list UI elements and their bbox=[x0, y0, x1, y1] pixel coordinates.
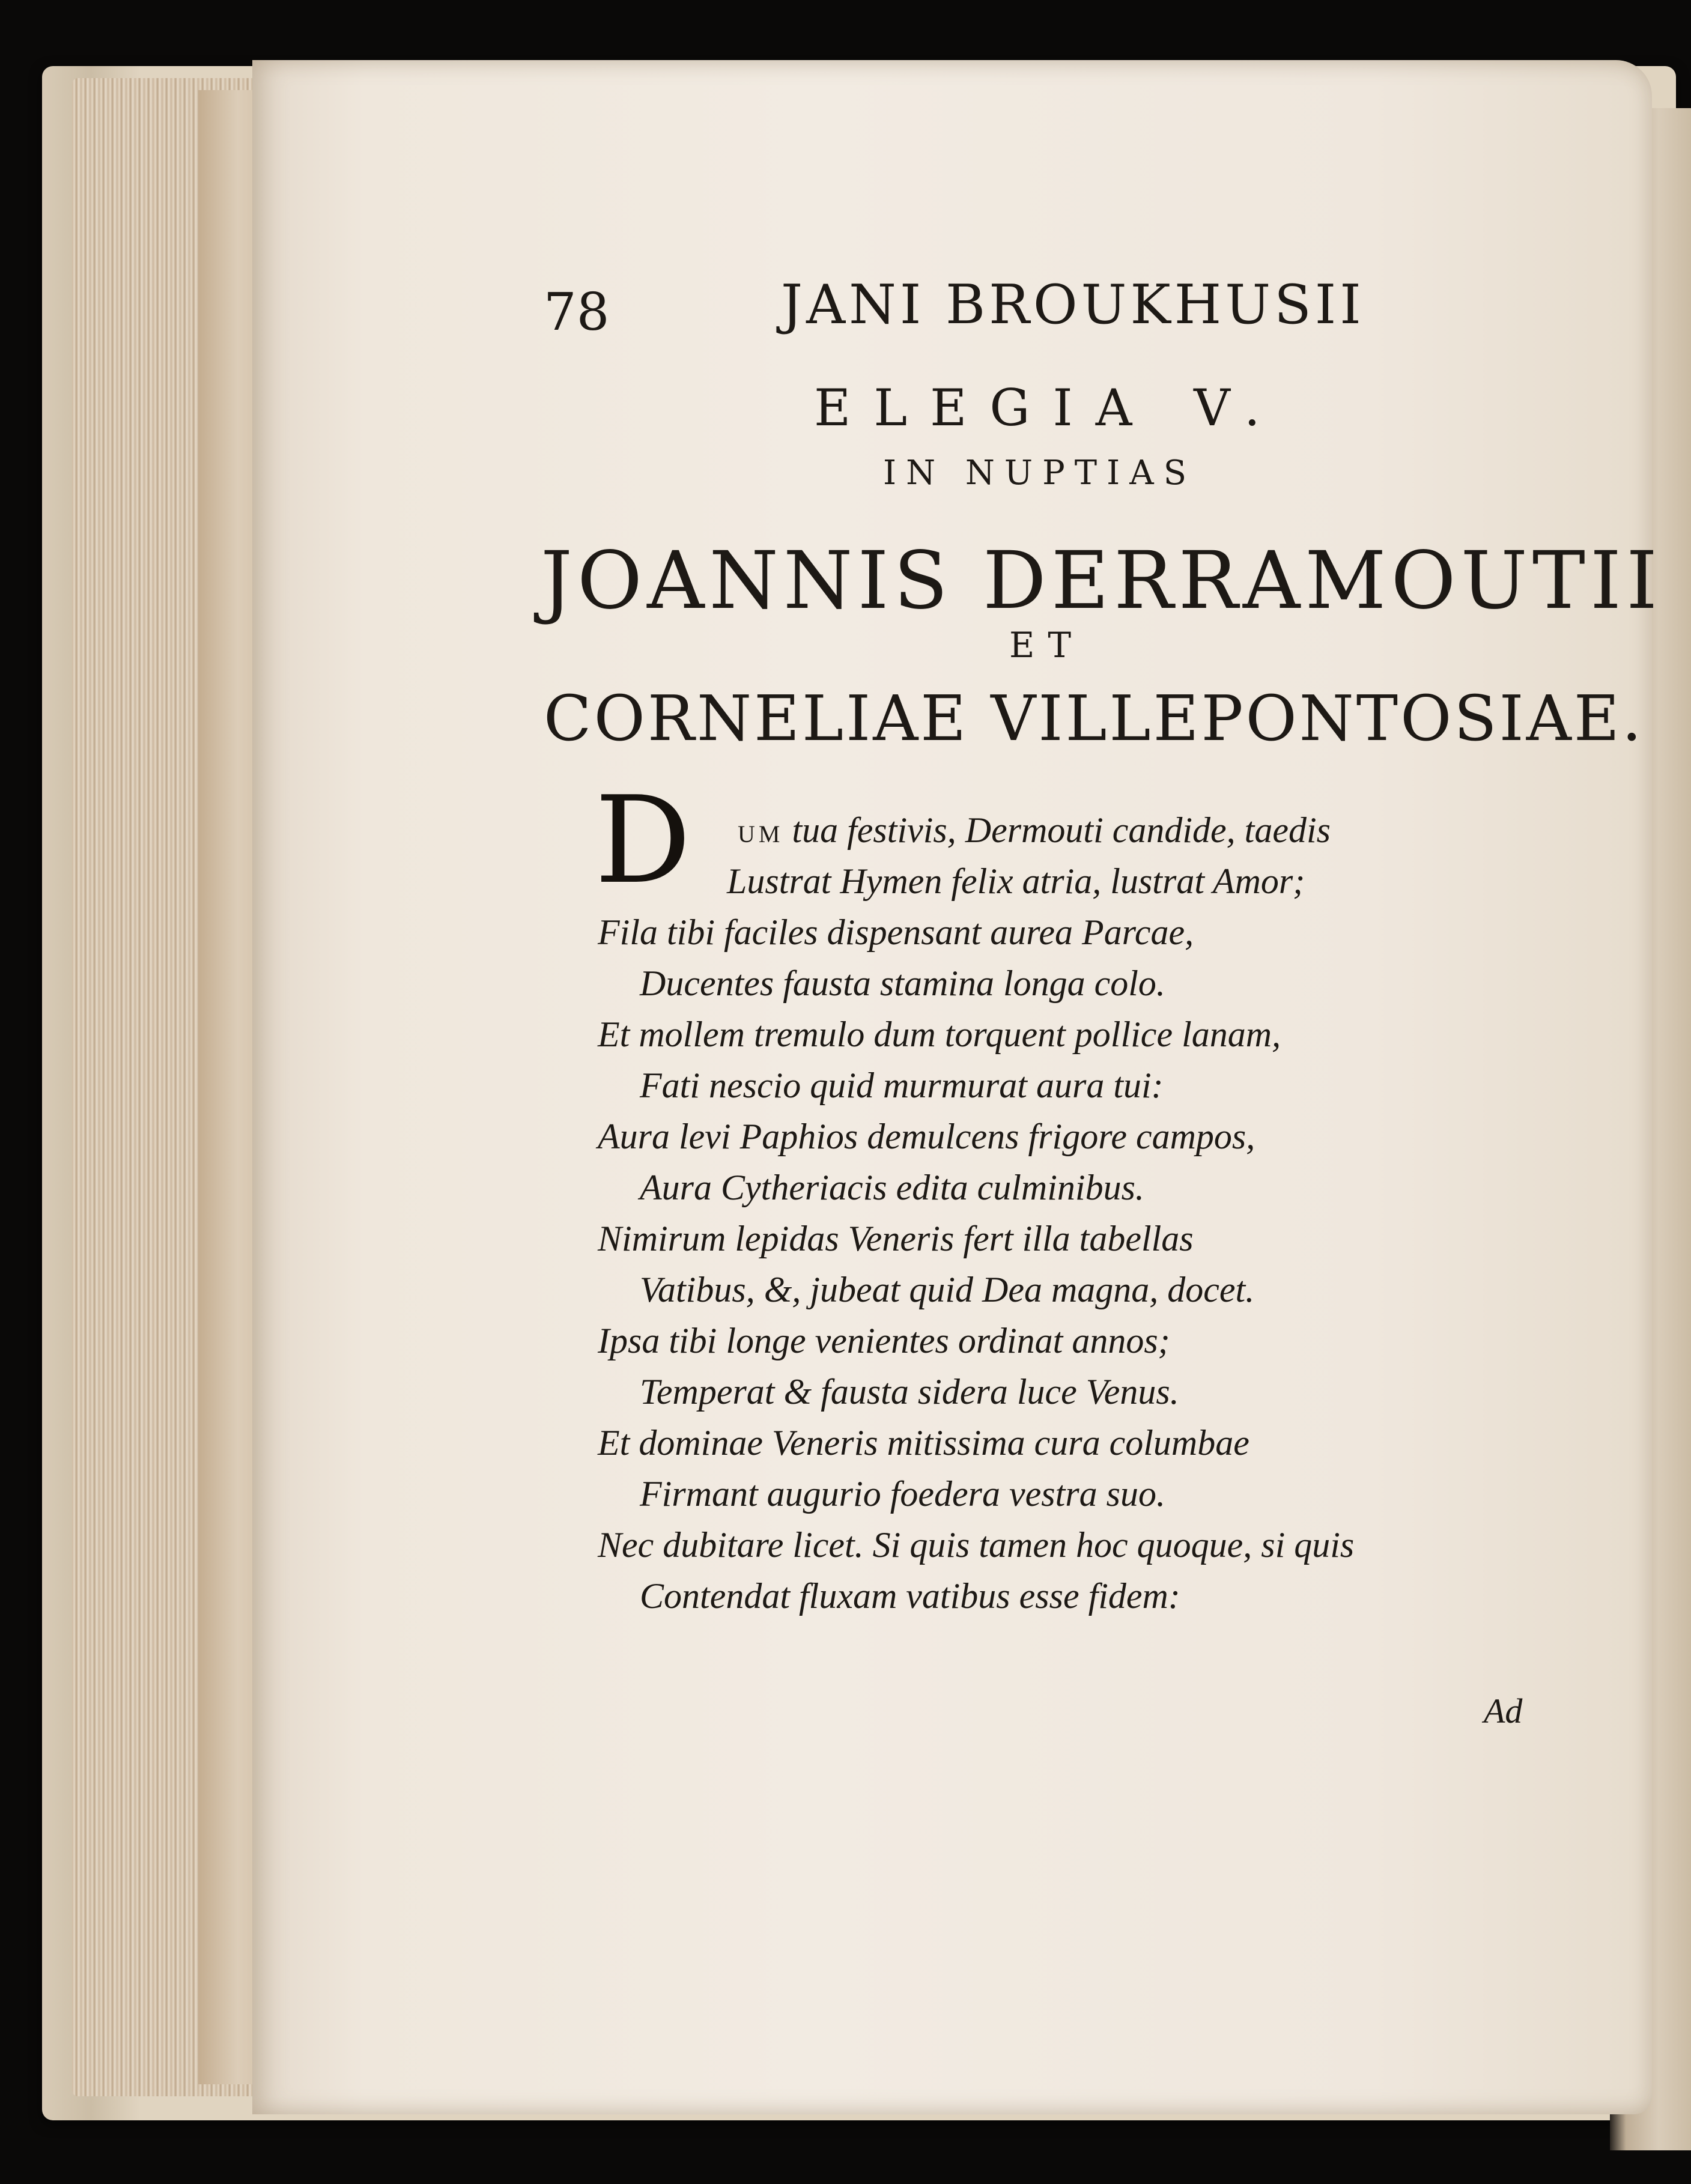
first-line-text: tua festivis, Dermouti candide, taedis bbox=[792, 810, 1331, 850]
verse-line: Firmant augurio foedera vestra suo. bbox=[640, 1474, 1165, 1514]
verse-line: Contendat fluxam vatibus esse fidem: bbox=[640, 1576, 1180, 1616]
verse-line: Temperat & fausta sidera luce Venus. bbox=[640, 1372, 1179, 1412]
elegy-title: ELEGIA V. bbox=[814, 378, 1283, 437]
verse-line: Nec dubitare licet. Si quis tamen hoc quoque, si quis bbox=[598, 1525, 1355, 1565]
verse-line: Vatibus, &, jubeat quid Dea magna, docet. bbox=[640, 1270, 1255, 1309]
catchword: Ad bbox=[1484, 1691, 1523, 1731]
drop-cap: D bbox=[595, 771, 691, 911]
conjunction: ET bbox=[1009, 625, 1085, 666]
verse-line: Et mollem tremulo dum torquent pollice lanam, bbox=[598, 1015, 1281, 1054]
running-head: JANI BROUKHUSII bbox=[781, 273, 1365, 336]
verse-line: Aura levi Paphios demulcens frigore campos, bbox=[598, 1117, 1255, 1156]
verse-line: Aura Cytheriacis edita culminibus. bbox=[640, 1168, 1144, 1207]
verse-line: Ducentes fausta stamina longa colo. bbox=[640, 963, 1165, 1003]
verse-line: Fati nescio quid murmurat aura tui: bbox=[640, 1066, 1164, 1105]
first-line-smallcaps: UM bbox=[738, 821, 784, 848]
verse-line: Et dominae Veneris mitissima cura columbae bbox=[598, 1423, 1249, 1463]
occasion-heading: IN NUPTIAS bbox=[883, 453, 1197, 493]
verse-line: Lustrat Hymen felix atria, lustrat Amor; bbox=[727, 861, 1305, 901]
verse-line: Fila tibi faciles dispensant aurea Parcae, bbox=[598, 912, 1194, 952]
verse-line: Ipsa tibi longe venientes ordinat annos; bbox=[598, 1321, 1170, 1360]
page-number: 78 bbox=[544, 282, 610, 342]
groom-name: JOANNIS DERRAMOUTII bbox=[541, 535, 1663, 627]
bride-name: CORNELIAE VILLEPONTOSIAE. bbox=[544, 682, 1644, 755]
verse-line: Nimirum lepidas Veneris fert illa tabellas bbox=[598, 1219, 1194, 1258]
first-verse-line bbox=[738, 810, 1331, 851]
